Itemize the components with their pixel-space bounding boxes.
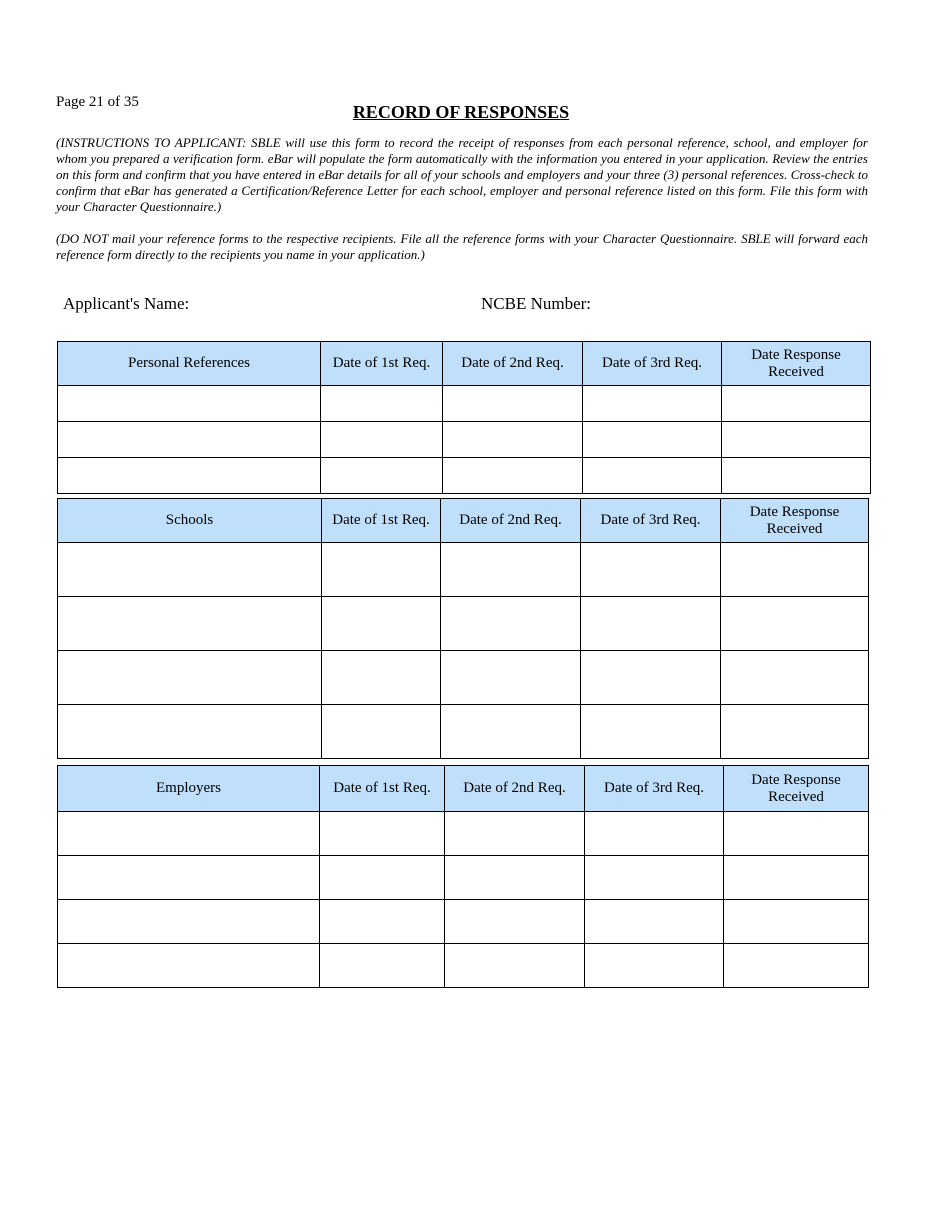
instructions-paragraph: (INSTRUCTIONS TO APPLICANT: SBLE will use this form to record the receipt of responses from each personal reference, school, and employer for whom you prepared a verification form. eBar will populate the form automatically with the information you entered in your application. Review the entries on this form and confirm that you have entered in eBar details for all of your schools and employers and your three (3) personal references. Cross-check to confirm that eBar has generated a Certification/Reference Letter for each school, employer and personal reference listed on this form. File this form with your Character Questionnaire.) xyxy=(56,135,868,214)
personal-references-cell[interactable] xyxy=(58,386,321,422)
employers-header-col-2: Date of 2nd Req. xyxy=(445,766,585,812)
employers-cell[interactable] xyxy=(445,944,585,988)
schools-cell[interactable] xyxy=(721,705,869,759)
schools-cell[interactable] xyxy=(581,651,721,705)
personal-references-cell[interactable] xyxy=(443,458,583,494)
schools-header-col-4: Date Response Received xyxy=(721,499,869,543)
personal-references-table xyxy=(57,341,871,494)
employers-cell[interactable] xyxy=(58,944,320,988)
employers-cell[interactable] xyxy=(445,900,585,944)
schools-cell[interactable] xyxy=(581,597,721,651)
schools-cell[interactable] xyxy=(721,651,869,705)
schools-cell[interactable] xyxy=(441,597,581,651)
employers-table xyxy=(57,765,869,988)
personal-references-cell[interactable] xyxy=(722,458,871,494)
employers-row xyxy=(58,944,869,988)
employers-cell[interactable] xyxy=(320,812,445,856)
schools-header-col-1: Date of 1st Req. xyxy=(322,499,441,543)
personal-references-cell[interactable] xyxy=(58,422,321,458)
employers-cell[interactable] xyxy=(585,856,724,900)
employers-cell[interactable] xyxy=(445,812,585,856)
employers-header-col-3: Date of 3rd Req. xyxy=(585,766,724,812)
employers-cell[interactable] xyxy=(724,944,869,988)
schools-cell[interactable] xyxy=(721,543,869,597)
personal-references-cell[interactable] xyxy=(443,422,583,458)
personal-references-cell[interactable] xyxy=(722,422,871,458)
schools-cell[interactable] xyxy=(58,651,322,705)
ncbe-number-label: NCBE Number: xyxy=(481,294,592,313)
schools-cell[interactable] xyxy=(322,705,441,759)
employers-cell[interactable] xyxy=(724,900,869,944)
page-title: RECORD OF RESPONSES xyxy=(352,102,570,122)
schools-cell[interactable] xyxy=(322,597,441,651)
schools-row xyxy=(58,597,869,651)
schools-cell[interactable] xyxy=(441,705,581,759)
schools-cell[interactable] xyxy=(581,705,721,759)
personal-references-row xyxy=(58,386,871,422)
personal-references-header-col-1: Date of 1st Req. xyxy=(321,342,443,386)
employers-cell[interactable] xyxy=(445,856,585,900)
mailing-notice-paragraph: (DO NOT mail your reference forms to the respective recipients. File all the reference forms with your Character Questionnaire. SBLE will forward each reference form directly to the recipients you name in your application.) xyxy=(56,231,868,262)
personal-references-cell[interactable] xyxy=(583,458,722,494)
schools-cell[interactable] xyxy=(441,543,581,597)
personal-references-cell[interactable] xyxy=(722,386,871,422)
schools-cell[interactable] xyxy=(58,543,322,597)
personal-references-row xyxy=(58,422,871,458)
employers-cell[interactable] xyxy=(320,944,445,988)
employers-row xyxy=(58,856,869,900)
employers-cell[interactable] xyxy=(58,900,320,944)
schools-cell[interactable] xyxy=(322,651,441,705)
employers-cell[interactable] xyxy=(724,812,869,856)
personal-references-cell[interactable] xyxy=(321,422,443,458)
schools-cell[interactable] xyxy=(58,705,322,759)
employers-row xyxy=(58,812,869,856)
personal-references-header-col-0: Personal References xyxy=(58,342,321,386)
schools-table xyxy=(57,498,869,759)
employers-cell[interactable] xyxy=(320,900,445,944)
employers-cell[interactable] xyxy=(585,900,724,944)
schools-cell[interactable] xyxy=(322,543,441,597)
personal-references-cell[interactable] xyxy=(58,458,321,494)
schools-row xyxy=(58,705,869,759)
employers-cell[interactable] xyxy=(724,856,869,900)
employers-header-col-4: Date Response Received xyxy=(724,766,869,812)
schools-cell[interactable] xyxy=(721,597,869,651)
schools-row xyxy=(58,543,869,597)
personal-references-header-col-4: Date Response Received xyxy=(722,342,871,386)
personal-references-cell[interactable] xyxy=(443,386,583,422)
employers-cell[interactable] xyxy=(58,812,320,856)
schools-header-col-2: Date of 2nd Req. xyxy=(441,499,581,543)
applicant-name-label: Applicant's Name: xyxy=(63,294,190,313)
schools-cell[interactable] xyxy=(441,651,581,705)
employers-row xyxy=(58,900,869,944)
personal-references-cell[interactable] xyxy=(583,386,722,422)
personal-references-header-col-2: Date of 2nd Req. xyxy=(443,342,583,386)
personal-references-header-col-3: Date of 3rd Req. xyxy=(583,342,722,386)
schools-header-col-3: Date of 3rd Req. xyxy=(581,499,721,543)
employers-cell[interactable] xyxy=(58,856,320,900)
personal-references-cell[interactable] xyxy=(321,386,443,422)
schools-cell[interactable] xyxy=(58,597,322,651)
schools-row xyxy=(58,651,869,705)
personal-references-cell[interactable] xyxy=(583,422,722,458)
employers-cell[interactable] xyxy=(585,944,724,988)
personal-references-row xyxy=(58,458,871,494)
personal-references-cell[interactable] xyxy=(321,458,443,494)
employers-header-col-0: Employers xyxy=(58,766,320,812)
schools-cell[interactable] xyxy=(581,543,721,597)
page-number: Page 21 of 35 xyxy=(56,94,139,110)
schools-header-col-0: Schools xyxy=(58,499,322,543)
employers-cell[interactable] xyxy=(585,812,724,856)
employers-cell[interactable] xyxy=(320,856,445,900)
employers-header-col-1: Date of 1st Req. xyxy=(320,766,445,812)
